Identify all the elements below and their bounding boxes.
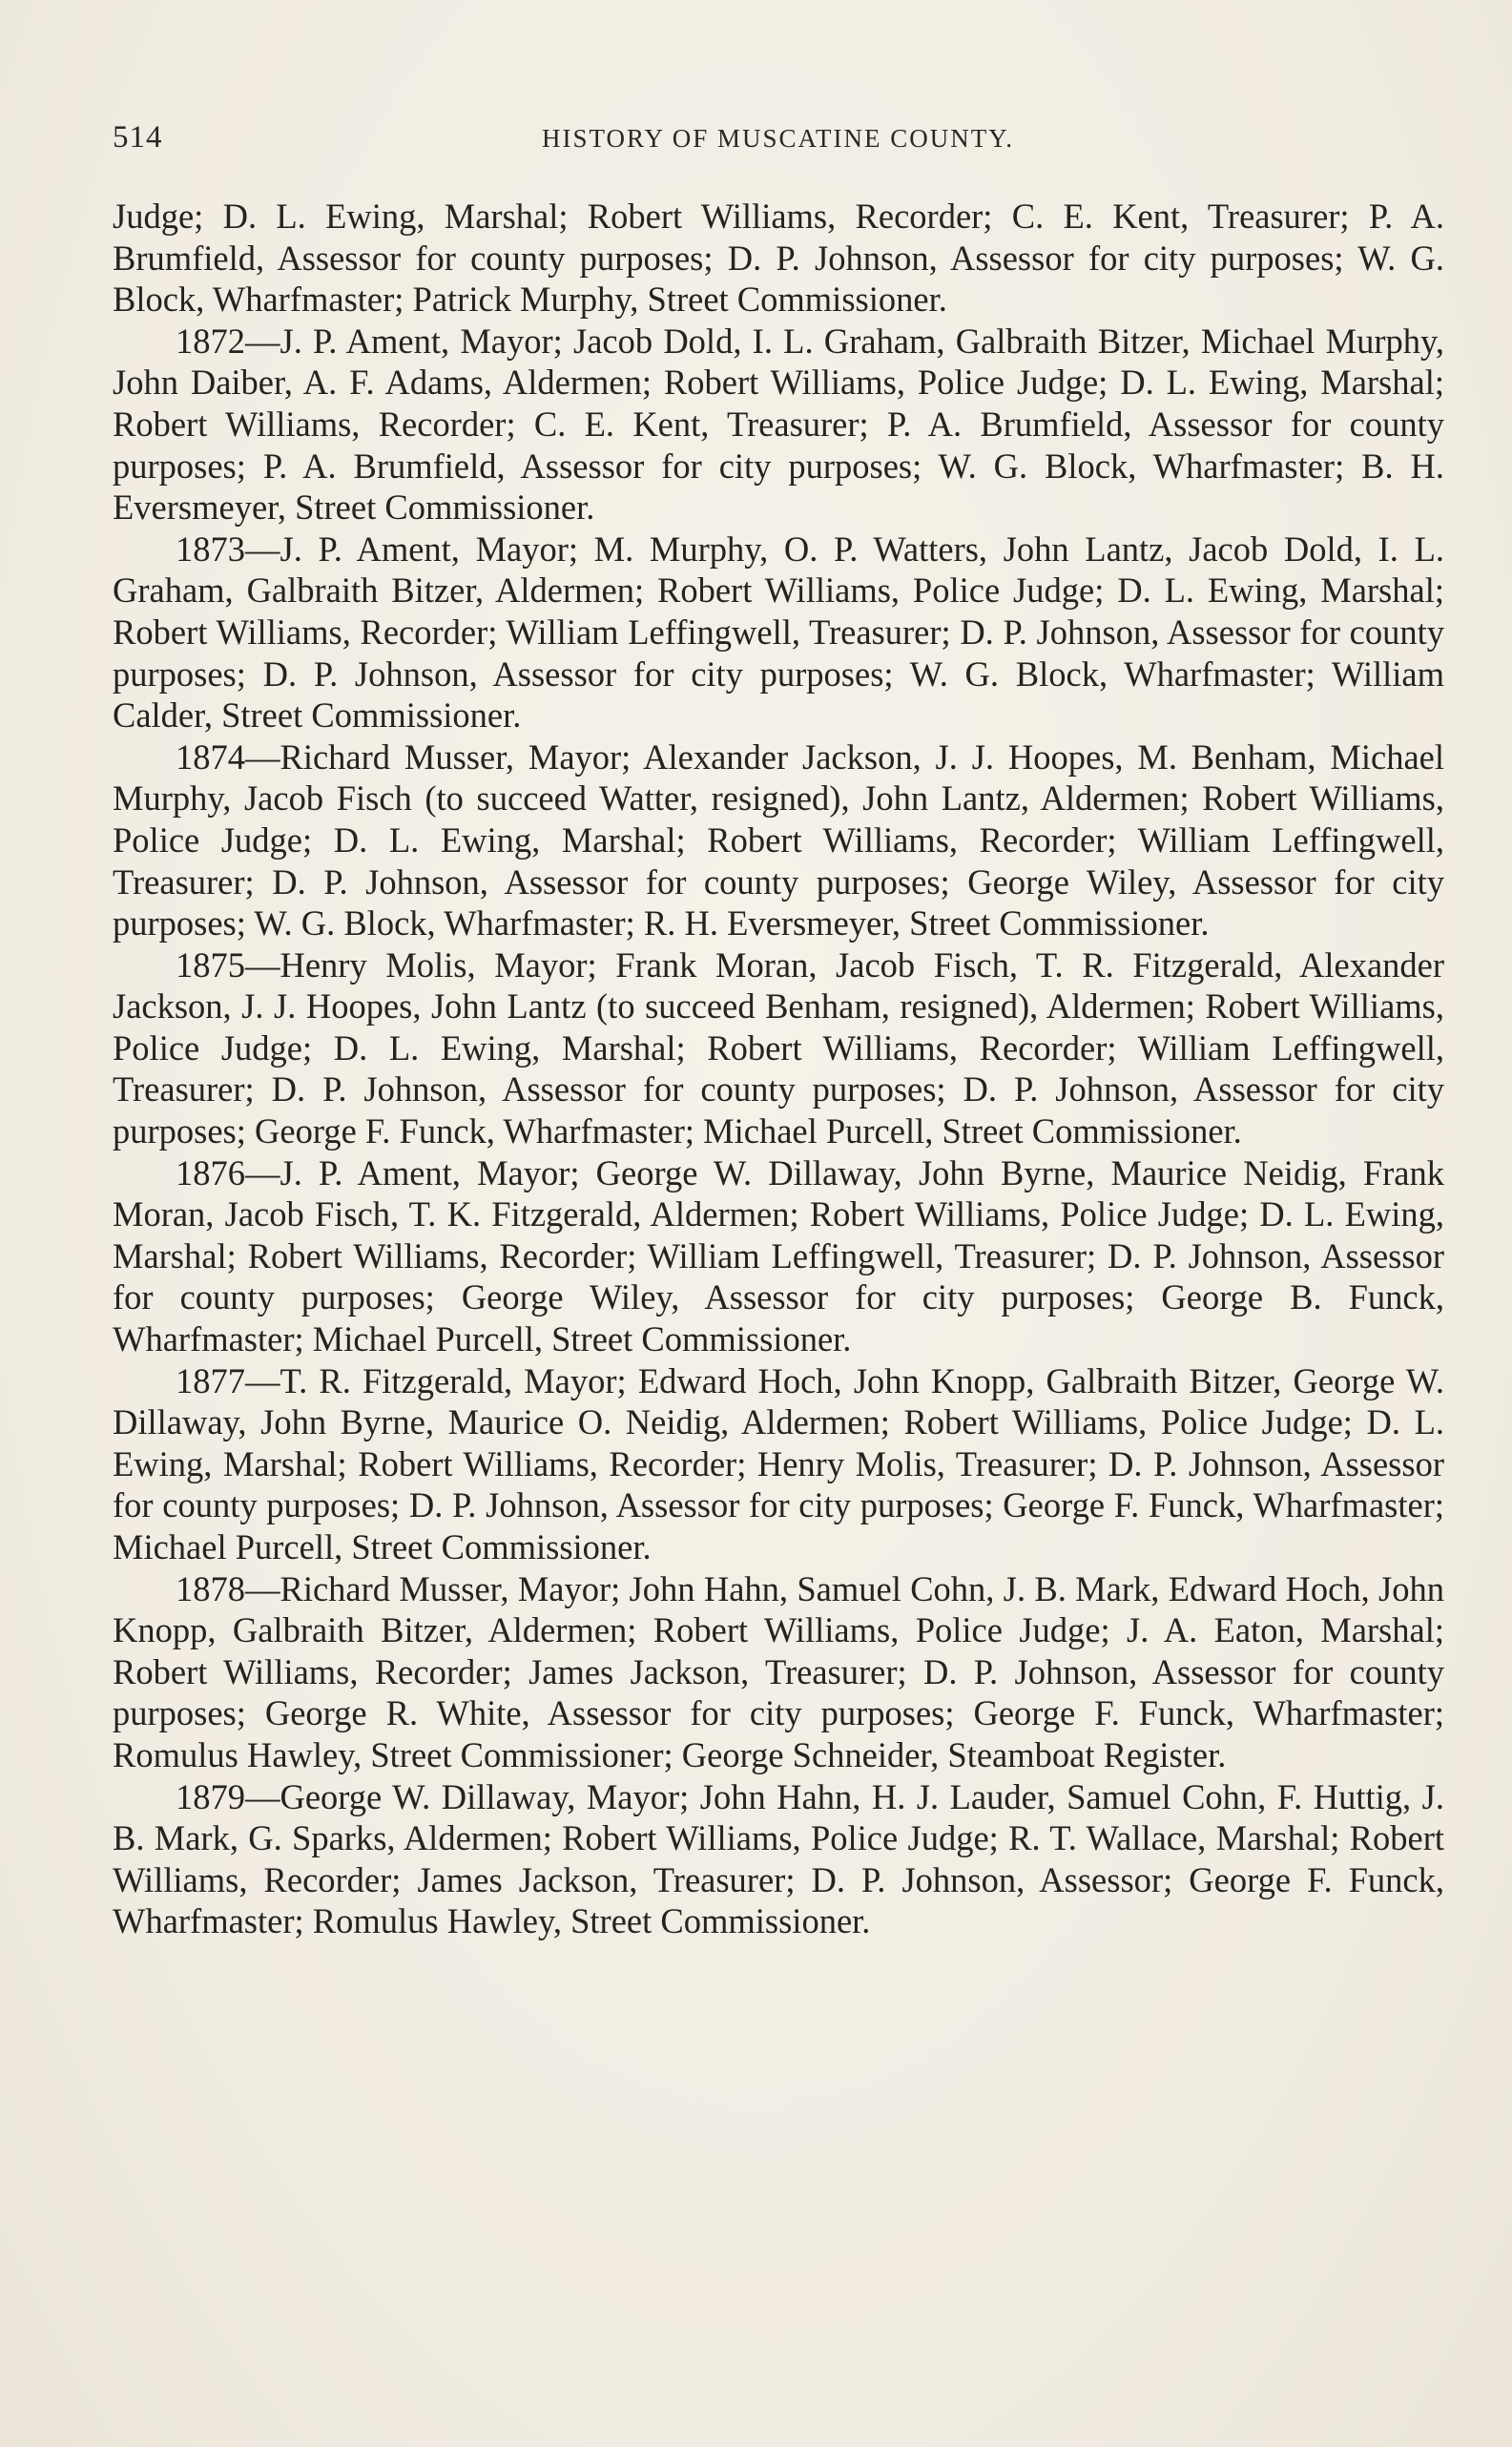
paragraph-1877: 1877—T. R. Fitzgerald, Mayor; Edward Hoch, John Knopp, Galbraith Bitzer, George W. Dillaway, John Byrne, Maurice O. Neidig, Aldermen; Robert Williams, Police Judge; D. L. Ewing, Marshal; Robert Williams, Recorder; Henry Molis, Treasurer; D. P. Johnson, Assessor for county purposes; D. P. Johnson, Assessor for city purposes; George F. Funck, Wharfmaster; Michael Purcell, Street Commissioner.	[113, 1360, 1444, 1566]
page-header	[113, 120, 1443, 168]
running-head: HISTORY OF MUSCATINE COUNTY.	[541, 124, 1015, 153]
page-number: 514	[113, 120, 163, 155]
paragraph-1873: 1873—J. P. Ament, Mayor; M. Murphy, O. P. Watters, John Lantz, Jacob Dold, I. L. Graham, Galbraith Bitzer, Aldermen; Robert Williams, Police Judge; D. L. Ewing, Marshal; Robert Williams, Recorder; William Leffingwell, Treasurer; D. P. Johnson, Assessor for county purposes; D. P. Johnson, Assessor for city purposes; W. G. Block, Wharfmaster; William Calder, Street Commissioner.	[113, 529, 1444, 736]
paragraph-1874: 1874—Richard Musser, Mayor; Alexander Jackson, J. J. Hoopes, M. Benham, Michael Murphy, Jacob Fisch (to succeed Watter, resigned), John Lantz, Aldermen; Robert Williams, Police Judge; D. L. Ewing, Marshal; Robert Williams, Recorder; William Leffingwell, Treasurer; D. P. Johnson, Assessor for county purposes; George Wiley, Assessor for city purposes; W. G. Block, Wharfmaster; R. H. Eversmeyer, Street Commissioner.	[113, 736, 1444, 944]
paragraph-1879: 1879—George W. Dillaway, Mayor; John Hahn, H. J. Lauder, Samuel Cohn, F. Huttig, J. B. Mark, G. Sparks, Aldermen; Robert Williams, Police Judge; R. T. Wallace, Marshal; Robert Williams, Recorder; James Jackson, Treasurer; D. P. Johnson, Assessor; George F. Funck, Wharfmaster; Romulus Hawley, Street Commissioner.	[113, 1776, 1444, 1941]
paragraph-1876: 1876—J. P. Ament, Mayor; George W. Dillaway, John Byrne, Maurice Neidig, Frank Moran, Jacob Fisch, T. K. Fitzgerald, Aldermen; Robert Williams, Police Judge; D. L. Ewing, Marshal; Robert Williams, Recorder; William Leffingwell, Treasurer; D. P. Johnson, Assessor for county purposes; George Wiley, Assessor for city purposes; George B. Funck, Wharfmaster; Michael Purcell, Street Commissioner.	[113, 1152, 1444, 1359]
paragraph-1875: 1875—Henry Molis, Mayor; Frank Moran, Jacob Fisch, T. R. Fitzgerald, Alexander Jackson, J. J. Hoopes, John Lantz (to succeed Benham, resigned), Aldermen; Robert Williams, Police Judge; D. L. Ewing, Marshal; Robert Williams, Recorder; William Leffingwell, Treasurer; D. P. Johnson, Assessor for county purposes; D. P. Johnson, Assessor for city purposes; George F. Funck, Wharfmaster; Michael Purcell, Street Commissioner.	[113, 944, 1444, 1151]
body-text	[113, 196, 1444, 1942]
paragraph-continued: Judge; D. L. Ewing, Marshal; Robert Williams, Recorder; C. E. Kent, Treasurer; P. A. Brumfield, Assessor for county purposes; D. P. Johnson, Assessor for city purposes; W. G. Block, Wharfmaster; Patrick Murphy, Street Commissioner.	[113, 197, 1444, 320]
paragraph-1872: 1872—J. P. Ament, Mayor; Jacob Dold, I. L. Graham, Galbraith Bitzer, Michael Murphy, John Daiber, A. F. Adams, Aldermen; Robert Williams, Police Judge; D. L. Ewing, Marshal; Robert Williams, Recorder; C. E. Kent, Treasurer; P. A. Brumfield, Assessor for county purposes; P. A. Brumfield, Assessor for city purposes; W. G. Block, Wharfmaster; B. H. Eversmeyer, Street Commissioner.	[113, 321, 1444, 528]
paragraph-1878: 1878—Richard Musser, Mayor; John Hahn, Samuel Cohn, J. B. Mark, Edward Hoch, John Knopp, Galbraith Bitzer, Aldermen; Robert Williams, Police Judge; J. A. Eaton, Marshal; Robert Williams, Recorder; James Jackson, Treasurer; D. P. Johnson, Assessor for county purposes; George R. White, Assessor for city purposes; George F. Funck, Wharfmaster; Romulus Hawley, Street Commissioner; George Schneider, Steamboat Register.	[113, 1568, 1444, 1774]
